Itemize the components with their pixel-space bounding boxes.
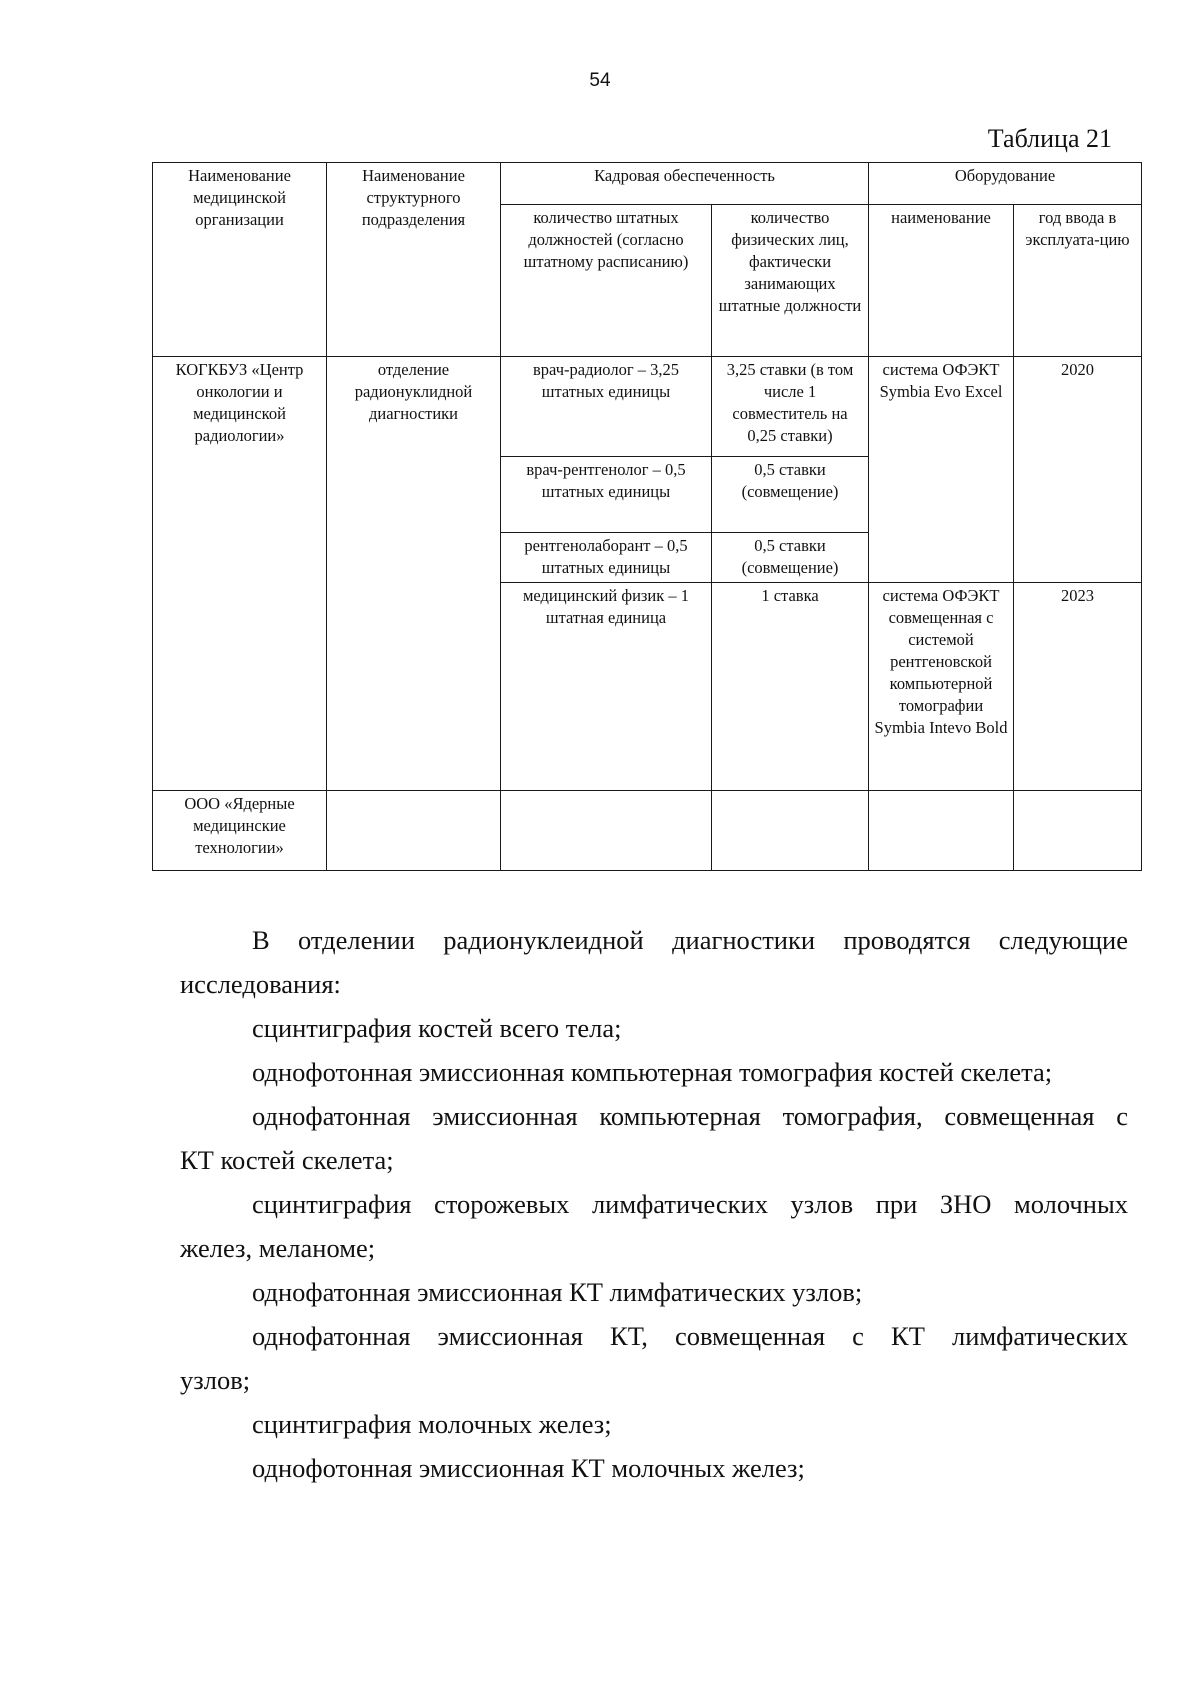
list-item: однофатонная эмиссионная КТ, совмещенная с КТ лимфатических xyxy=(252,1321,1128,1351)
position-cell: рентгенолаборант – 0,5 штатных единицы xyxy=(501,533,712,583)
empty-cell xyxy=(1014,791,1142,871)
page-number: 54 xyxy=(589,70,611,91)
empty-cell xyxy=(327,791,501,871)
equipment-name-cell: система ОФЭКТ Symbia Evo Excel xyxy=(869,357,1014,583)
header-equipment: Оборудование xyxy=(869,163,1142,205)
header-commission-year: год ввода в эксплуата-цию xyxy=(1014,205,1142,357)
equipment-name-cell: система ОФЭКТ совмещенная с системой рентгеновской компьютерной томографии Symbia Intevo Bold xyxy=(869,583,1014,791)
header-persons-count: количество физических лиц, фактически занимающих штатные должности xyxy=(712,205,869,357)
list-item: сцинтиграфия сторожевых лимфатических узлов при ЗНО молочных xyxy=(252,1189,1128,1219)
list-item: однофатонная эмиссионная компьютерная томография, совмещенная с xyxy=(252,1101,1128,1131)
empty-cell xyxy=(712,791,869,871)
list-item: однофатонная эмиссионная КТ лимфатических узлов; xyxy=(252,1277,863,1307)
header-positions-count: количество штатных должностей (согласно штатному расписанию) xyxy=(501,205,712,357)
list-item: сцинтиграфия молочных желез; xyxy=(252,1409,612,1439)
position-cell: врач-рентгенолог – 0,5 штатных единицы xyxy=(501,457,712,533)
header-unit-name: Наименование структурного подразделения xyxy=(327,163,501,357)
list-item-continuation: узлов; xyxy=(180,1365,251,1395)
position-cell: врач-радиолог – 3,25 штатных единицы xyxy=(501,357,712,457)
header-staffing: Кадровая обеспеченность xyxy=(501,163,869,205)
list-item-continuation: КТ костей скелета; xyxy=(180,1145,394,1175)
body-text xyxy=(180,918,1128,1490)
header-equipment-name: наименование xyxy=(869,205,1014,357)
table-caption: Таблица 21 xyxy=(987,124,1112,153)
list-item: сцинтиграфия костей всего тела; xyxy=(252,1013,622,1043)
intro-line: В отделении радионуклеидной диагностики проводятся следующие xyxy=(252,925,1128,955)
staffing-equipment-table xyxy=(152,162,1142,871)
equipment-year-cell: 2020 xyxy=(1014,357,1142,583)
persons-cell: 3,25 ставки (в том числе 1 совместитель на 0,25 ставки) xyxy=(712,357,869,457)
position-cell: медицинский физик – 1 штатная единица xyxy=(501,583,712,791)
intro-line: исследования: xyxy=(180,969,341,999)
empty-cell xyxy=(501,791,712,871)
persons-cell: 0,5 ставки (совмещение) xyxy=(712,457,869,533)
header-org-name: Наименование медицинской организации xyxy=(153,163,327,357)
empty-cell xyxy=(869,791,1014,871)
list-item: однофотонная эмиссионная компьютерная томография костей скелета; xyxy=(252,1057,1053,1087)
persons-cell: 1 ставка xyxy=(712,583,869,791)
list-item-continuation: желез, меланоме; xyxy=(180,1233,376,1263)
unit-name-cell: отделение радионуклидной диагностики xyxy=(327,357,501,791)
persons-cell: 0,5 ставки (совмещение) xyxy=(712,533,869,583)
list-item: однофотонная эмиссионная КТ молочных желез; xyxy=(252,1453,805,1483)
org-name-cell: ООО «Ядерные медицинские технологии» xyxy=(153,791,327,871)
org-name-cell: КОГКБУЗ «Центр онкологии и медицинской радиологии» xyxy=(153,357,327,791)
equipment-year-cell: 2023 xyxy=(1014,583,1142,791)
